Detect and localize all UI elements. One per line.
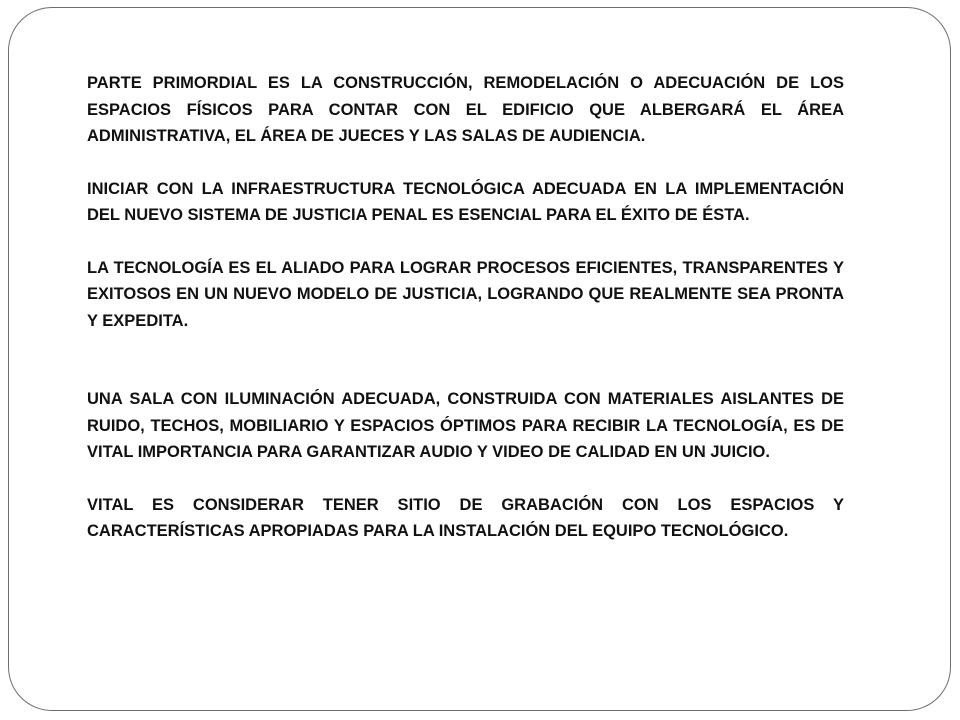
paragraph-courtroom: UNA SALA CON ILUMINACIÓN ADECUADA, CONSTRUIDA CON MATERIALES AISLANTES DE RUIDO, TECHOS, MOBILIARIO Y ESPACIOS ÓPTIMOS PARA RECIBIR LA TECNOLOGÍA, ES DE VITAL IMPORTANCIA PARA GARANTIZAR AUDIO Y VIDEO DE CALIDAD EN UN JUICIO. (87, 390, 844, 461)
paragraph-infrastructure: INICIAR CON LA INFRAESTRUCTURA TECNOLÓGICA ADECUADA EN LA IMPLEMENTACIÓN DEL NUEVO SISTEMA DE JUSTICIA PENAL ES ESENCIAL PARA EL ÉXITO DE ÉSTA. (87, 179, 844, 224)
text-body (87, 70, 844, 545)
paragraph-recording-site: VITAL ES CONSIDERAR TENER SITIO DE GRABACIÓN CON LOS ESPACIOS Y CARACTERÍSTICAS APROPIADAS PARA LA INSTALACIÓN DEL EQUIPO TECNOLÓGICO. (87, 495, 844, 540)
paragraph-technology: LA TECNOLOGÍA ES EL ALIADO PARA LOGRAR PROCESOS EFICIENTES, TRANSPARENTES Y EXITOSOS EN UN NUEVO MODELO DE JUSTICIA, LOGRANDO QUE REALMENTE SEA PRONTA Y EXPEDITA. (87, 258, 844, 330)
paragraph-construction: PARTE PRIMORDIAL ES LA CONSTRUCCIÓN, REMODELACIÓN O ADECUACIÓN DE LOS ESPACIOS FÍSICOS PARA CONTAR CON EL EDIFICIO QUE ALBERGARÁ EL ÁREA ADMINISTRATIVA, EL ÁREA DE JUECES Y LAS SALAS DE AUDIENCIA. (87, 74, 844, 145)
